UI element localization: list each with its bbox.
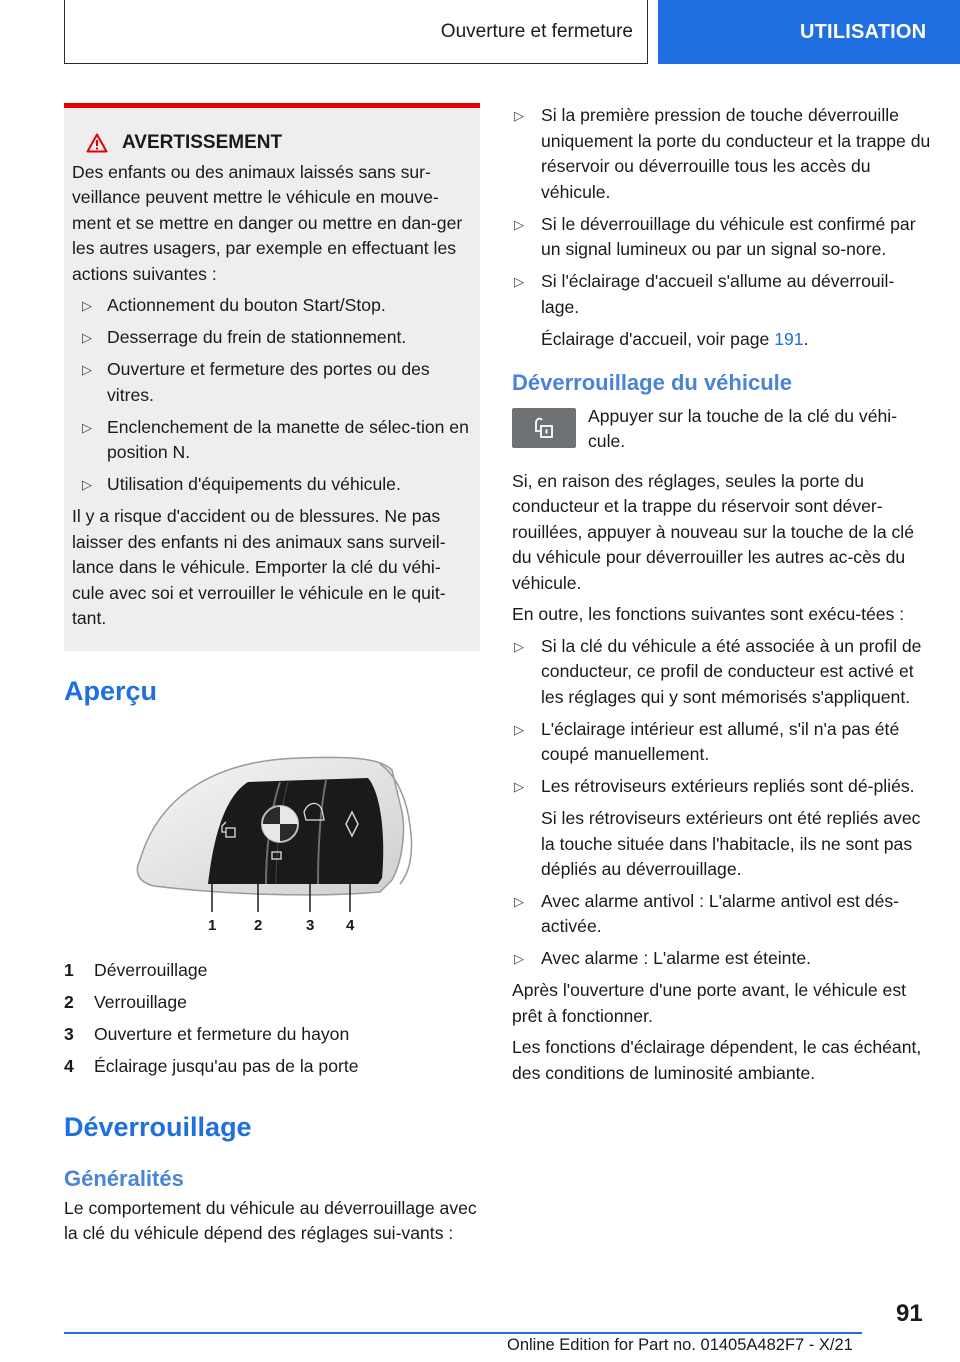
- triangle-bullet-icon: ▷: [82, 477, 92, 492]
- triangle-bullet-icon: ▷: [514, 893, 524, 909]
- triangle-bullet-icon: ▷: [514, 638, 524, 654]
- functions-list: [512, 634, 932, 800]
- list-item: ▷ Desserrage du frein de stationnement.: [72, 325, 472, 351]
- header-section: [64, 0, 648, 64]
- warning-box: [64, 103, 480, 651]
- page-number: 91: [896, 1300, 923, 1327]
- triangle-bullet-icon: ▷: [514, 216, 524, 232]
- warning-title: AVERTISSEMENT: [86, 130, 472, 156]
- warning-triangle-icon: [86, 133, 108, 153]
- list-item: ▷ Avec alarme antivol : L'alarme antivol est dés-activée.: [514, 890, 900, 936]
- generalites-text: Le comportement du véhicule au déverrouillage avec la clé du véhicule dépend des réglages sui-vants :: [64, 1197, 477, 1243]
- section-title-apercu: Aperçu: [64, 676, 158, 706]
- list-item: ▷ Avec alarme : L'alarme est éteinte.: [512, 946, 932, 972]
- settings-list: [512, 103, 932, 320]
- callout-label: 1: [208, 917, 217, 934]
- callout-label: 4: [346, 917, 355, 934]
- mirror-note: Si les rétroviseurs extérieurs ont été repliés avec la touche située dans l'habitacle, ils ne sont pas dépliés au déverrouillage.: [541, 808, 921, 879]
- list-item: 2 Verrouillage: [64, 992, 187, 1012]
- triangle-bullet-icon: ▷: [514, 274, 524, 289]
- warning-outro: Il y a risque d'accident ou de blessures. Ne pas laisser des enfants ni des animaux sans surveil-lance dans le véhicule. Emporter la clé du véhi-cule avec soi et verrouiller le véhicule en le quit-tant.: [72, 506, 446, 628]
- list-item: 3 Ouverture et fermeture du hayon: [64, 1024, 350, 1044]
- unlock-instruction: [512, 404, 932, 455]
- list-item: ▷ Actionnement du bouton Start/Stop.: [72, 293, 472, 319]
- page-reference: Éclairage d'accueil, voir page 191.: [541, 328, 809, 349]
- list-item: ▷ Enclenchement de la manette de sélec-tion en position N.: [82, 416, 469, 462]
- list-item: ▷ Si l'éclairage d'accueil s'allume au déverrouil-lage.: [514, 271, 895, 317]
- list-item: ▷ Les rétroviseurs extérieurs repliés sont dé-pliés.: [512, 774, 932, 800]
- list-item: ▷ Si le déverrouillage du véhicule est confirmé par un signal lumineux ou par un signal so-nore.: [514, 213, 916, 259]
- generalites-block: [64, 1166, 478, 1247]
- header-chapter-title: UTILISATION: [800, 20, 927, 43]
- list-item: ▷ Si la clé du véhicule a été associée à un profil de conducteur, ce profil de conducteur est activé et les réglages qui y sont mémorisés s'appliquent.: [514, 635, 922, 707]
- subsection-title-deverrouillage-vehicule: Déverrouillage du véhicule: [512, 370, 792, 395]
- list-item: 4 Éclairage jusqu'au pas de la porte: [64, 1056, 359, 1076]
- warning-intro: Des enfants ou des animaux laissés sans sur-veillance peuvent mettre le véhicule en mouve-ment et se mettre en danger ou mettre en dan-ger les autres usagers, par exemple en effectuant les actions suivantes :: [72, 161, 463, 284]
- warning-list: [72, 293, 472, 498]
- page-link[interactable]: 191: [774, 328, 804, 349]
- triangle-bullet-icon: ▷: [82, 362, 92, 377]
- header-section-title: Ouverture et fermeture: [440, 20, 633, 42]
- paragraph: Après l'ouverture d'une porte avant, le véhicule est prêt à fonctionner.: [512, 980, 907, 1026]
- list-item: ▷ Ouverture et fermeture des portes ou des vitres.: [82, 359, 430, 405]
- triangle-bullet-icon: ▷: [514, 779, 524, 794]
- list-item: ▷ Utilisation d'équipements du véhicule.: [72, 472, 472, 498]
- list-item: 1 Déverrouillage: [64, 960, 208, 980]
- triangle-bullet-icon: ▷: [82, 419, 92, 435]
- triangle-bullet-icon: ▷: [514, 108, 524, 123]
- press-key-text: Appuyer sur la touche de la clé du véhi-cule.: [588, 405, 898, 451]
- header-chapter: [658, 0, 960, 64]
- triangle-bullet-icon: ▷: [82, 298, 92, 313]
- subsection-title-generalites: Généralités: [64, 1166, 184, 1191]
- callout-label: 3: [306, 917, 315, 934]
- section-title-deverrouillage: Déverrouillage: [64, 1112, 252, 1142]
- paragraph: Les fonctions d'éclairage dépendent, le cas échéant, des conditions de luminosité ambiante.: [512, 1037, 922, 1083]
- list-item: ▷ L'éclairage intérieur est allumé, s'il n'a pas été coupé manuellement.: [514, 718, 900, 764]
- alarm-list: [512, 889, 932, 972]
- car-key-illustration: [130, 752, 420, 938]
- right-column: [512, 103, 932, 1092]
- triangle-bullet-icon: ▷: [82, 330, 92, 345]
- unlock-icon: [528, 414, 560, 442]
- triangle-bullet-icon: ▷: [514, 721, 524, 737]
- list-item: ▷ Si la première pression de touche déverrouille uniquement la porte du conducteur et la trappe du réservoir ou déverrouille tous les accès du véhicule.: [514, 105, 931, 202]
- paragraph: Si, en raison des réglages, seules la porte du conducteur et la trappe du réservoir sont déver-rouillées, appuyer à nouveau sur la touche de la clé du véhicule pour déverrouiller les autres ac-cès du véhicule.: [512, 470, 914, 593]
- callout-label: 2: [254, 917, 263, 934]
- unlock-button-image: [512, 408, 576, 448]
- key-legend: [64, 954, 359, 1082]
- triangle-bullet-icon: ▷: [514, 951, 524, 966]
- footer-divider: [64, 1332, 862, 1334]
- footer-edition: Online Edition for Part no. 01405A482F7 - X/21: [507, 1336, 853, 1354]
- paragraph: En outre, les fonctions suivantes sont exécu-tées :: [512, 604, 905, 624]
